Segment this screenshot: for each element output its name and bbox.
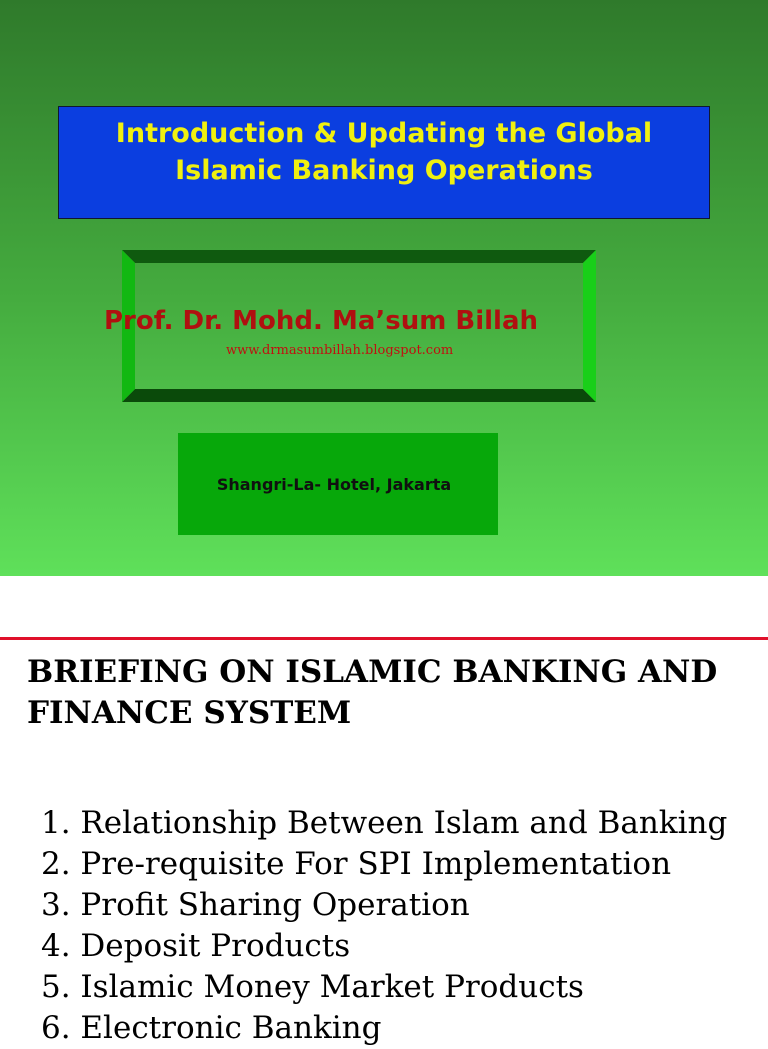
topic-item: 5. Islamic Money Market Products: [41, 969, 584, 1005]
briefing-heading: [27, 652, 747, 734]
slide-title-line-2: Islamic Banking Operations: [175, 155, 593, 186]
slide-title-line-1: Introduction & Updating the Global: [115, 118, 653, 149]
topic-item: 1. Relationship Between Islam and Banking: [41, 805, 728, 841]
topic-item: 4. Deposit Products: [41, 928, 351, 964]
venue-box: [178, 433, 498, 535]
bevel-right-edge: [583, 250, 596, 402]
bevel-top-edge: [122, 250, 596, 263]
venue-text: Shangri-La- Hotel, Jakarta: [216, 474, 452, 494]
slide-divider-rule: [0, 637, 768, 640]
briefing-heading-line-2: FINANCE SYSTEM: [27, 695, 352, 731]
topic-item: 6. Electronic Banking: [41, 1010, 382, 1046]
topic-list: [41, 803, 727, 1049]
author-name: Prof. Dr. Mohd. Ma’sum Billah: [104, 306, 539, 336]
briefing-heading-line-1: BRIEFING ON ISLAMIC BANKING AND: [27, 654, 718, 690]
topic-item: 3. Profit Sharing Operation: [41, 887, 470, 923]
author-website: www.drmasumbillah.blogspot.com: [226, 343, 454, 358]
bevel-bottom-edge: [122, 389, 596, 402]
topic-item: 2. Pre-requisite For SPI Implementation: [41, 846, 672, 882]
